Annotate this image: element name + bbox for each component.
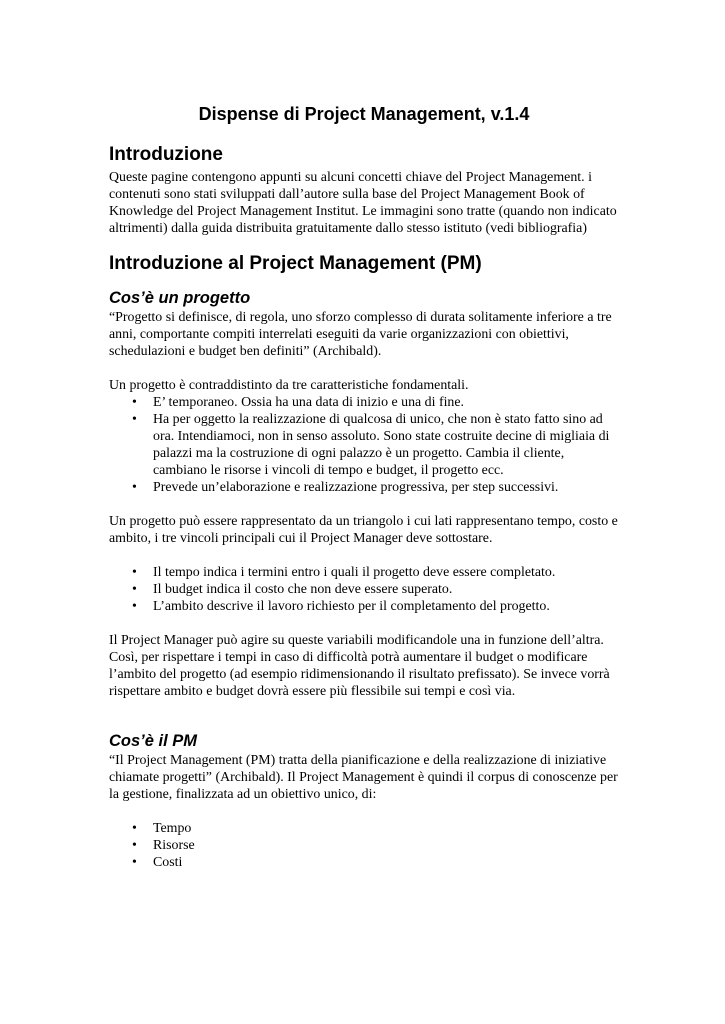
bullet-icon: • xyxy=(132,821,137,836)
progetto-quote: “Progetto si definisce, di regola, uno sforzo complesso di durata solitamente inferiore a tre anni, comportante compiti interrelati eseguiti da varie organizzazioni con obiettivi, schedulazioni e budget ben definiti” (Archibald). xyxy=(109,310,612,359)
list-item: • E’ temporaneo. Ossia ha una data di inizio e una di fine. xyxy=(132,395,465,410)
constraints-list xyxy=(109,564,619,615)
list-item: • Tempo xyxy=(132,821,192,836)
list-item: • Risorse xyxy=(132,838,195,853)
bullet-icon: • xyxy=(132,480,137,495)
triangle-paragraph: Un progetto può essere rappresentato da un triangolo i cui lati rappresentano tempo, costo e ambito, i tre vincoli principali cui il Project Manager deve sottostare. xyxy=(109,514,618,546)
bullet-icon: • xyxy=(132,565,137,580)
features-list xyxy=(109,394,619,496)
bullet-icon: • xyxy=(132,838,137,853)
intro-paragraph: Queste pagine contengono appunti su alcuni concetti chiave del Project Management. i contenuti sono stati sviluppati dall’autore sulla base del Project Management Book of Knowledge del Project Management Institut. Le immagini sono tratte (quando non indicato altrimenti) dalla guida distribuita gratuitamente dallo stesso istituto (vedi bibliografia) xyxy=(109,170,617,236)
heading-pm-intro: Introduzione al Project Management (PM) xyxy=(109,253,482,274)
pm-items-list xyxy=(109,820,619,871)
heading-introduzione: Introduzione xyxy=(109,144,223,165)
manager-paragraph: Il Project Manager può agire su queste variabili modificandole una in funzione dell’altra. Così, per rispettare i tempi in caso di difficoltà potrà aumentare il budget o modificare l’ambito del progetto (ad esempio ridimensionando il risultato prefissato). Se invece vorrà rispettare ambito e budget dovrà essere più flessibile sui tempi e così via. xyxy=(109,633,610,699)
document-title: Dispense di Project Management, v.1.4 xyxy=(198,104,530,124)
list-item: • Ha per oggetto la realizzazione di qualcosa di unico, che non è stato fatto sino ad ora. Intendiamoci, non in senso assoluto. Sono state costruite decine di migliaia di palazzi ma la costruzione di ogni palazzo è un progetto. Cambia il cliente, cambiano le risorse i vincoli di tempo e budget, il progetto ecc. xyxy=(132,412,610,478)
list-item: • L’ambito descrive il lavoro richiesto per il completamento del progetto. xyxy=(132,599,550,614)
bullet-icon: • xyxy=(132,582,137,597)
heading-cos-e-un-progetto: Cos’è un progetto xyxy=(109,289,251,307)
bullet-icon: • xyxy=(132,395,137,410)
bullet-icon: • xyxy=(132,855,137,870)
list-item: • Il tempo indica i termini entro i quali il progetto deve essere completato. xyxy=(132,565,556,580)
features-intro: Un progetto è contraddistinto da tre caratteristiche fondamentali. xyxy=(109,378,469,393)
list-item: • Il budget indica il costo che non deve essere superato. xyxy=(132,582,453,597)
document-page xyxy=(109,100,619,871)
bullet-icon: • xyxy=(132,412,137,427)
heading-cos-e-il-pm: Cos’è il PM xyxy=(109,732,198,750)
pm-paragraph: “Il Project Management (PM) tratta della pianificazione e della realizzazione di iniziative chiamate progetti” (Archibald). Il Project Management è quindi il corpus di conoscenze per la gestione, finalizzata ad un obiettivo unico, di: xyxy=(109,753,618,802)
bullet-icon: • xyxy=(132,599,137,614)
list-item: • Costi xyxy=(132,855,183,870)
list-item: • Prevede un’elaborazione e realizzazione progressiva, per step successivi. xyxy=(132,480,559,495)
